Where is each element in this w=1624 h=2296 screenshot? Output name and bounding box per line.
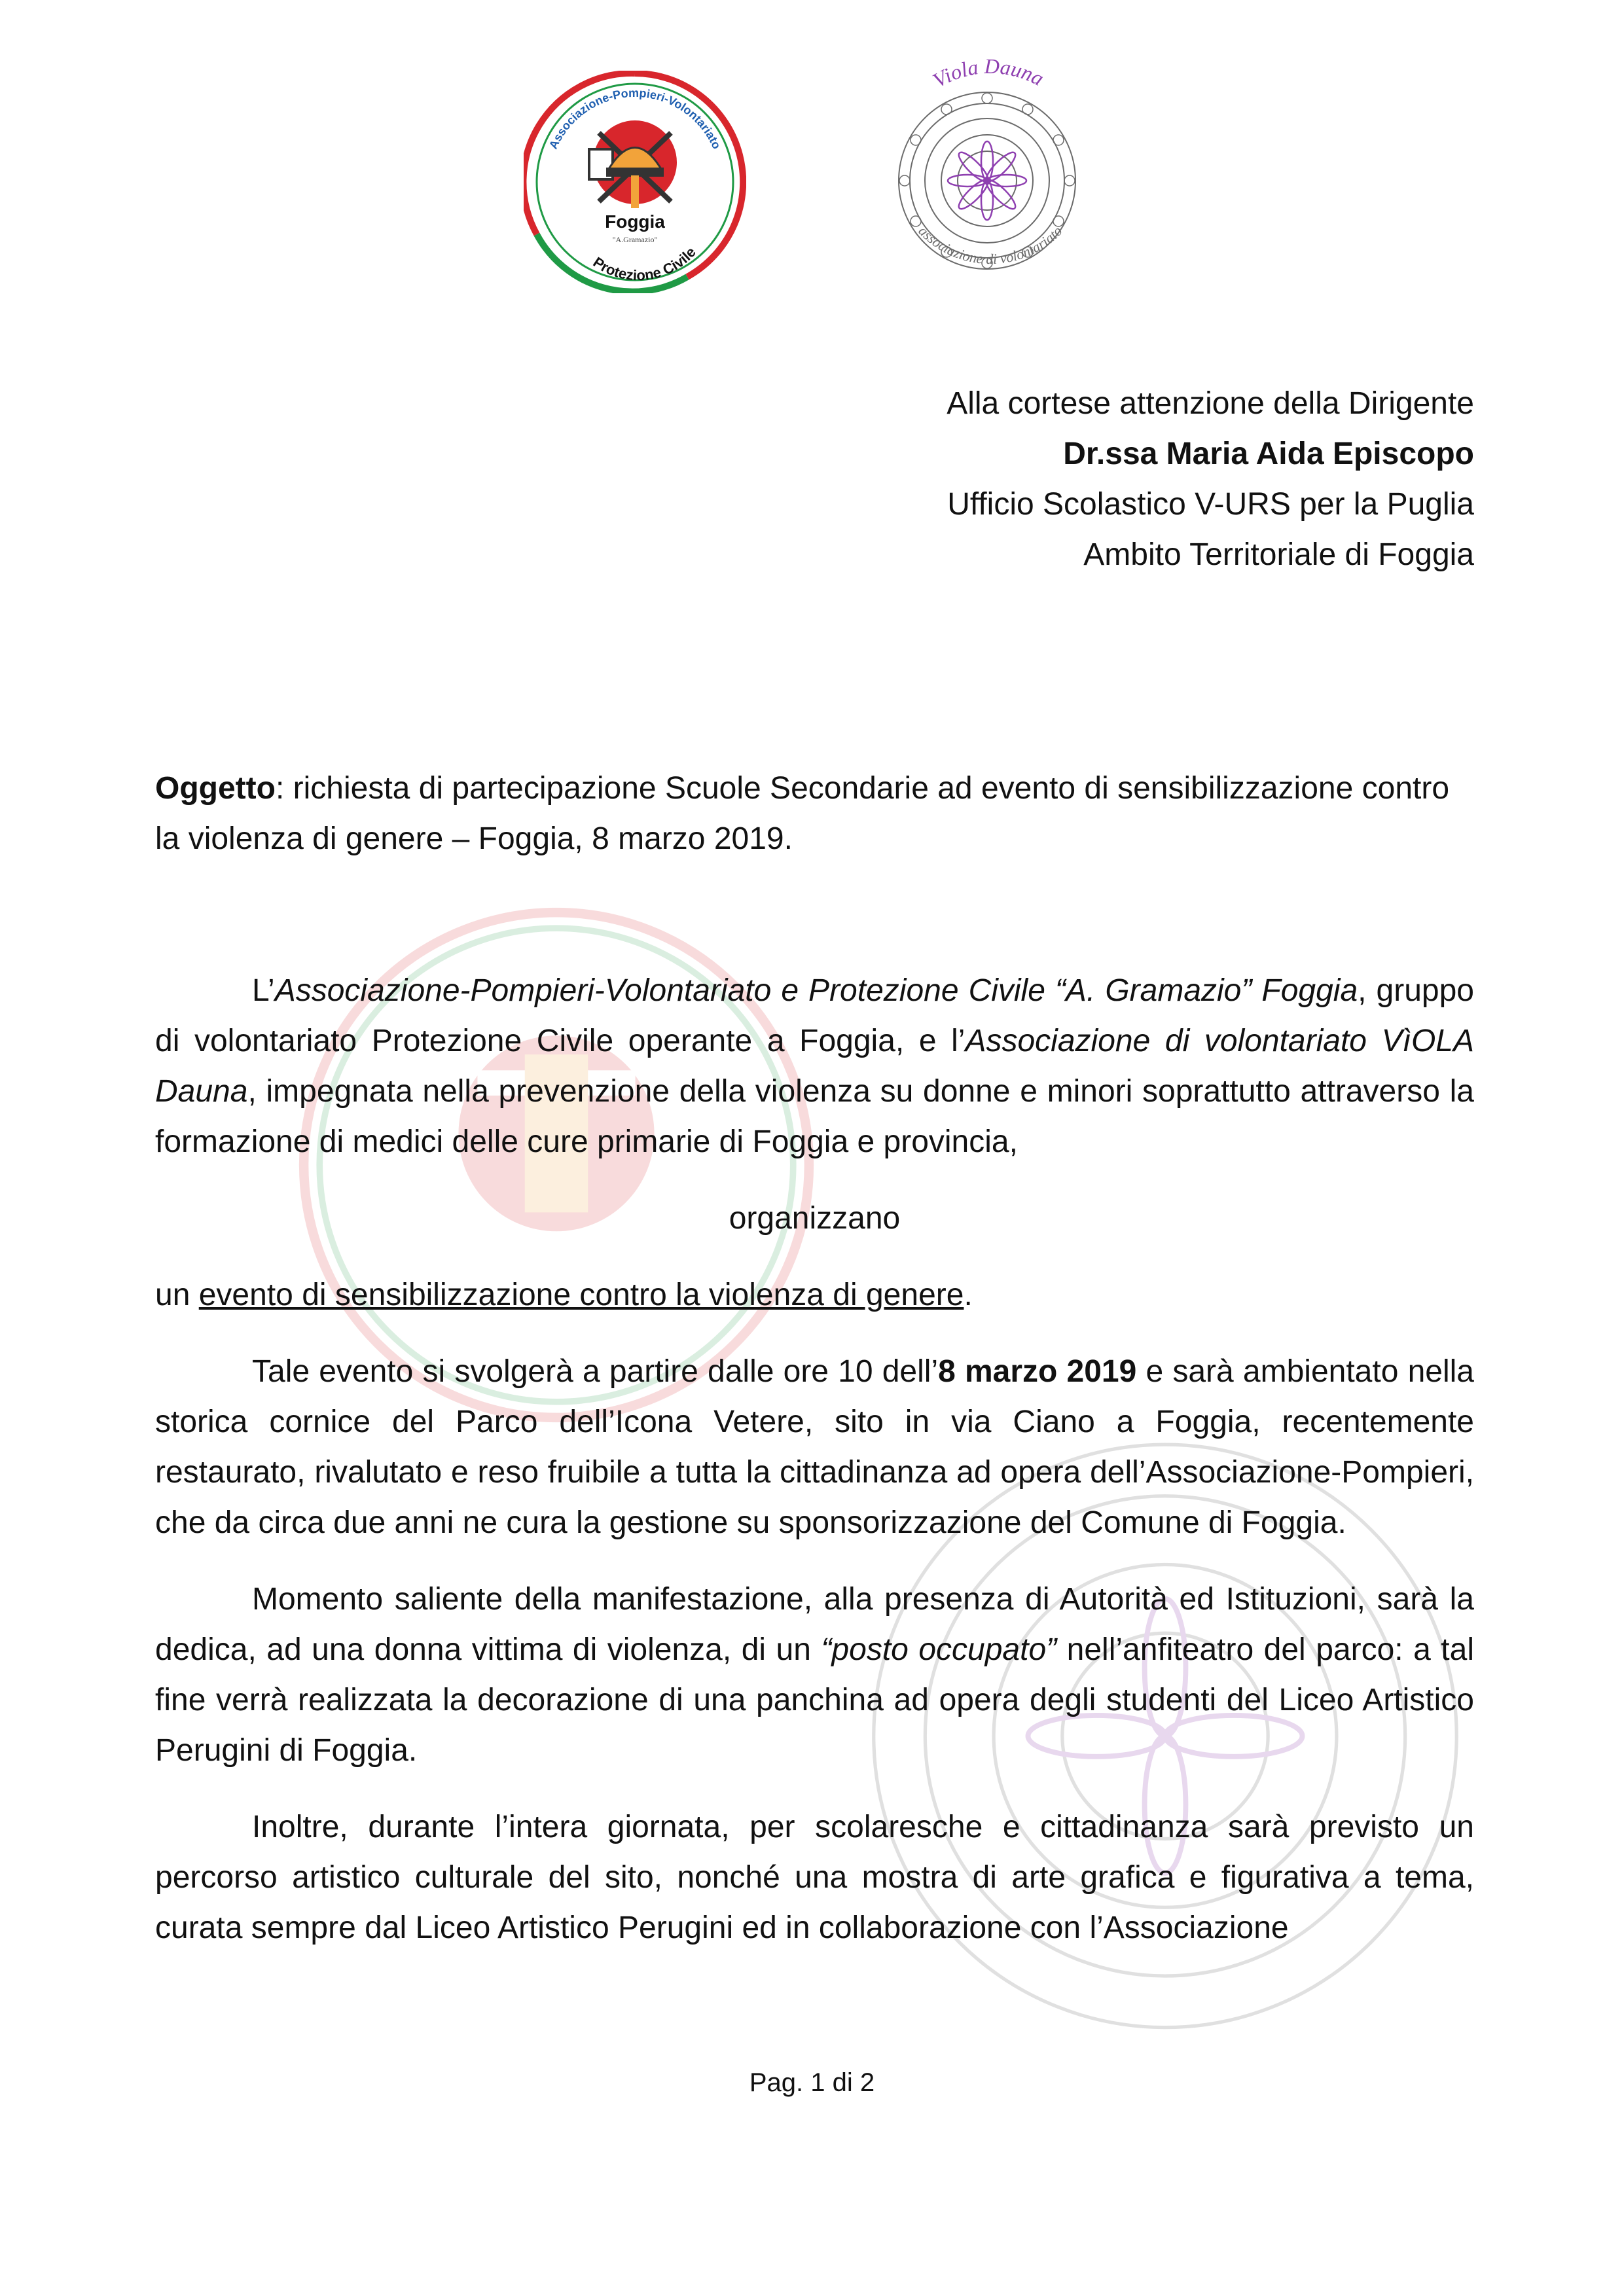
p4-date: 8 marzo 2019 bbox=[938, 1354, 1137, 1389]
recipient-office: Ufficio Scolastico V-URS per la Puglia bbox=[947, 487, 1474, 522]
fire-brigade-logo bbox=[524, 71, 746, 293]
subject-label: Oggetto bbox=[155, 771, 276, 806]
p1-text-a: L’ bbox=[252, 973, 275, 1008]
recipient-name: Dr.ssa Maria Aida Episcopo bbox=[1063, 437, 1474, 471]
viola-dauna-logo bbox=[863, 56, 1111, 305]
logo-subtitle: "A.Gramazio" bbox=[612, 235, 658, 244]
p5-posto-occupato: “posto occupato” bbox=[821, 1632, 1057, 1667]
p5-text-a: Momento saliente della manifestazione, alla presenza di Autorità ed Istituzioni, sarà la dedica, ad una donna vittima di violenza, di un bbox=[155, 1582, 1474, 1667]
viola-logo-tagline: associazione di volontariato bbox=[915, 223, 1066, 268]
recipient-block bbox=[947, 378, 1474, 580]
p4-text-a: Tale evento si svolgerà a partire dalle ore 10 dell’ bbox=[252, 1354, 939, 1389]
p1-text-e: , impegnata nella prevenzione della violenza su donne e minori soprattutto attraverso la formazione di medici delle cure primarie di Foggia e provincia, bbox=[155, 1074, 1474, 1159]
page-number: Pag. 1 di 2 bbox=[749, 2068, 875, 2097]
firefighter-emblem-icon bbox=[589, 120, 677, 208]
logo-ring-text: Associazione-Pompieri-Volontariato bbox=[546, 86, 724, 151]
logo-bottom-text: Protezione Civile bbox=[590, 243, 699, 284]
subject-text: : richiesta di partecipazione Scuole Secondarie ad evento di sensibilizzazione contro la violenza di genere – Foggia, 8 marzo 2019. bbox=[155, 771, 1450, 856]
paragraph-highlight bbox=[155, 1574, 1474, 1776]
paragraph-intro bbox=[155, 965, 1474, 1167]
svg-text:Viola Dauna bbox=[929, 56, 1048, 92]
paragraph-details bbox=[155, 1346, 1474, 1548]
paragraph-program: Inoltre, durante l’intera giornata, per scolaresche e cittadinanza sarà previsto un percorso artistico culturale del sito, nonché una mostra di arte grafica e figurativa a tema, curata sempre dal Liceo Artistico Perugini ed in collaborazione con l’Associazione bbox=[155, 1810, 1474, 1945]
viola-logo-name: Viola Dauna bbox=[928, 56, 1048, 92]
p1-association-name: Associazione-Pompieri-Volontariato e Protezione Civile “A. Gramazio” Foggia bbox=[274, 973, 1358, 1008]
p1-text-c: , gruppo di volontariato Protezione Civile operante a Foggia, e l’ bbox=[155, 973, 1474, 1058]
p5-text-c: nell’anfiteatro del parco: a tal fine verrà realizzata la decorazione di una panchina ad opera degli studenti del Liceo Artistico Perugini di Foggia. bbox=[155, 1632, 1474, 1768]
letter-body bbox=[155, 965, 1474, 1979]
p3-text-c: . bbox=[964, 1278, 973, 1312]
subject-line bbox=[155, 763, 1471, 864]
p1-viola-name: Associazione di volontariato VìOLA Dauna bbox=[155, 1024, 1475, 1109]
svg-text:associazione di volontariato bbox=[915, 223, 1065, 267]
p3-event-title: evento di sensibilizzazione contro la violenza di genere bbox=[198, 1278, 964, 1312]
logo-city: Foggia bbox=[605, 211, 665, 232]
paragraph-event bbox=[155, 1270, 1474, 1320]
recipient-area: Ambito Territoriale di Foggia bbox=[1083, 537, 1474, 572]
paragraph-organizzano: organizzano bbox=[729, 1201, 901, 1236]
recipient-line-1: Alla cortese attenzione della Dirigente bbox=[947, 386, 1474, 421]
p3-text-a: un bbox=[155, 1278, 199, 1312]
p4-text-c: e sarà ambientato nella storica cornice del Parco dell’Icona Vetere, sito in via Ciano a Foggia, recentemente restaurato, rivalutato e reso fruibile a tutta la cittadinanza ad opera dell’Associazione-Pompieri, che da circa due anni ne cura la gestione su sponsorizzazione del Comune di Foggia. bbox=[155, 1354, 1474, 1540]
